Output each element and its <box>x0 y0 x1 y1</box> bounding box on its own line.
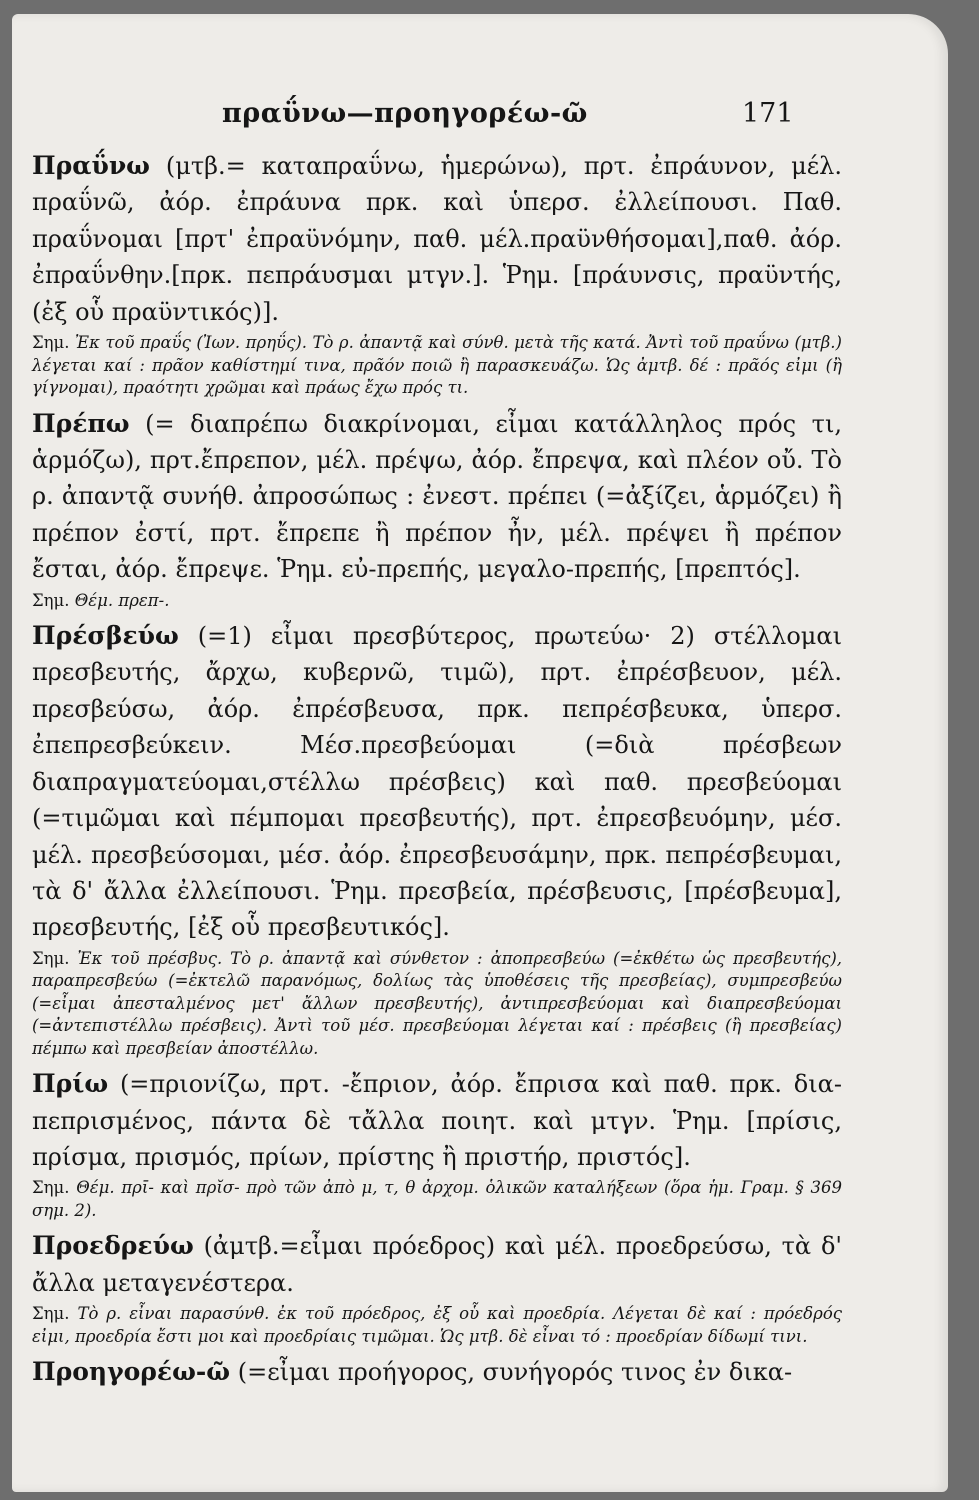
running-title: πραΰνω—προηγορέω-ῶ <box>222 98 588 129</box>
entry-note <box>32 332 842 400</box>
note-lead: Σημ. <box>32 333 70 353</box>
entry-note <box>32 1303 842 1348</box>
entry-prohgorew <box>32 1354 842 1390</box>
entry-presbeuw <box>32 618 842 946</box>
entry-text: (μτβ.= καταπραΰνω, ἡμερώνω), πρτ. ἐπράυνον, μέλ. πραΰνῶ, ἀόρ. ἐπράυνα πρκ. καὶ ὑπερσ. ἐλλείπουσι. Παθ. πραΰνομαι [πρτ' ἐπραϋνόμην, παθ. μέλ.πραϋνθήσομαι],παθ. ἀόρ. ἐπραΰνθην.[πρκ. πεπράυσμαι μτγν.]. Ῥημ. [πράυνσις, πραϋντής, (ἐξ οὗ πραϋντικός)]. <box>32 152 842 326</box>
headword: Πραΰνω <box>32 151 150 180</box>
headword: Προηγορέω-ῶ <box>32 1357 231 1387</box>
page-number: 171 <box>742 98 794 129</box>
entry-note <box>32 1177 842 1222</box>
entry-text: (=πριονίζω, πρτ. -ἔπριον, ἀόρ. ἔπρισα καὶ παθ. πρκ. δια-πεπρισμένος, πάντα δὲ τἄλλα ποιητ. καὶ μτγν. Ῥημ. [πρίσις, πρίσμα, πρισμός, πρίων, πρίστης ἢ πριστήρ, πριστός]. <box>32 1070 842 1172</box>
page-body <box>32 148 842 1393</box>
note-lead: Σημ. <box>32 948 70 968</box>
running-head <box>12 98 948 138</box>
note-lead: Σημ. <box>32 1304 70 1324</box>
note-text: Ἐκ τοῦ πρέσβυς. Τὸ ρ. ἀπαντᾷ καὶ σύνθετον : ἀποπρεσβεύω (=ἐκθέτω ὡς πρεσβευτής), παραπρεσβεύω (=ἐκτελῶ παρανόμως, δολίως τὰς ὑποθέσεις τῆς πρεσβείας), συμπρεσβεύω (=εἶμαι ἀπεσταλμένος μετ' ἄλλων πρεσβευτής), ἀντιπρεσβεύομαι καὶ διαπρεσβεύομαι (=ἀντεπιστέλλω πρέσβεις). Ἀντὶ τοῦ μέσ. πρεσβεύομαι λέγεται καί : πρέσβεις (ἢ πρεσβείας) πέμπω καὶ πρεσβείαν ἀποστέλλω. <box>32 948 842 1058</box>
headword: Πρέσβεύω <box>32 621 179 651</box>
note-text: Τὸ ρ. εἶναι παρασύνθ. ἐκ τοῦ πρόεδρος, ἐξ οὗ καὶ προεδρία. Λέγεται δὲ καί : πρόεδρός εἰμι, προεδρία ἔστι μοι καὶ προεδρίαις τιμῶμαι. Ὡς μτβ. δὲ εἶναι τό : προεδρίαν δίδωμί τινι. <box>32 1304 842 1346</box>
entry-priw <box>32 1066 842 1175</box>
note-text: Θέμ. πρῑ- καὶ πρῐσ- πρὸ τῶν ἀπὸ μ, τ, θ ἀρχομ. ὁλικῶν καταλήξεων (ὅρα ἡμ. Γραμ. § 369 σημ. 2). <box>32 1178 843 1220</box>
entry-note <box>32 948 842 1061</box>
entry-text: (=εἶμαι προήγορος, συνήγορός τινος ἐν δικα- <box>237 1358 793 1387</box>
note-lead: Σημ. <box>32 1178 70 1198</box>
entry-text: (ἀμτβ.=εἶμαι πρόεδρος) καὶ μέλ. προεδρεύσω, τὰ δ' ἄλλα μεταγενέστερα. <box>32 1232 842 1297</box>
entry-text: (=1) εἶμαι πρεσβύτερος, πρωτεύω· 2) στέλλομαι πρεσβευτής, ἄρχω, κυβερνῶ, τιμῶ), πρτ. ἐπρέσβευον, μέλ. πρεσβεύσω, ἀόρ. ἐπρέσβευσα, πρκ. πεπρέσβευκα, ὑπερσ. ἐπεπρεσβεύκειν. Μέσ.πρεσβεύομαι (=διὰ πρέσβεων διαπραγματεύομαι,στέλλω πρέσβεις) καὶ παθ. πρεσβεύομαι (=τιμῶμαι καὶ πέμπομαι πρεσβευτής), πρτ. ἐπρεσβευόμην, μέσ. μέλ. πρεσβεύσομαι, μέσ. ἀόρ. ἐπρεσβευσάμην, πρκ. πεπρέσβευμαι, τὰ δ' ἄλλα ἐλλείπουσι. Ῥημ. πρεσβεία, πρέσβευσις, [πρέσβευμα], πρεσβευτής, [ἐξ οὗ πρεσβευτικός]. <box>32 622 843 942</box>
entry-prepw <box>32 406 842 588</box>
headword: Πρέπω <box>32 408 130 438</box>
entry-proedreuw <box>32 1228 842 1301</box>
entry-praunw <box>32 148 842 330</box>
headword: Πρίω <box>32 1069 109 1099</box>
book-page <box>12 14 948 1492</box>
entry-text: (= διαπρέπω διακρίνομαι, εἶμαι κατάλληλος πρός τι, ἁρμόζω), πρτ.ἔπρεπον, μέλ. πρέψω, ἀόρ. ἔπρεψα, καὶ πλέον οὔ. Τὸ ρ. ἀπαντᾷ συνήθ. ἀπροσώπως : ἐνεστ. πρέπει (=ἀξίζει, ἁρμόζει) ἢ πρέπον ἐστί, πρτ. ἔπρεπε ἢ πρέπον ἦν, μέλ. πρέψει ἢ πρέπον ἔσται, ἀόρ. ἔπρεψε. Ῥημ. εὐ-πρεπής, μεγαλο-πρεπής, [πρεπτός]. <box>32 409 842 584</box>
headword: Προεδρεύω <box>32 1231 194 1261</box>
note-text: Ἐκ τοῦ πραΰς (Ἰων. πρηΰς). Τὸ ρ. ἀπαντᾷ καὶ σύνθ. μετὰ τῆς κατά. Ἀντὶ τοῦ πραΰνω (μτβ.) λέγεται καί : πρᾶον καθίστημί τινα, πρᾶόν ποιῶ ἢ παρασκευάζω. Ὡς ἀμτβ. δέ : πρᾶός εἰμι (ἢ γίγνομαι), πραότητι χρῶμαι καὶ πράως ἔχω πρός τι. <box>32 333 842 398</box>
note-text: Θέμ. πρεπ-. <box>74 590 170 610</box>
entry-note <box>32 590 842 613</box>
note-lead: Σημ. <box>32 590 70 610</box>
